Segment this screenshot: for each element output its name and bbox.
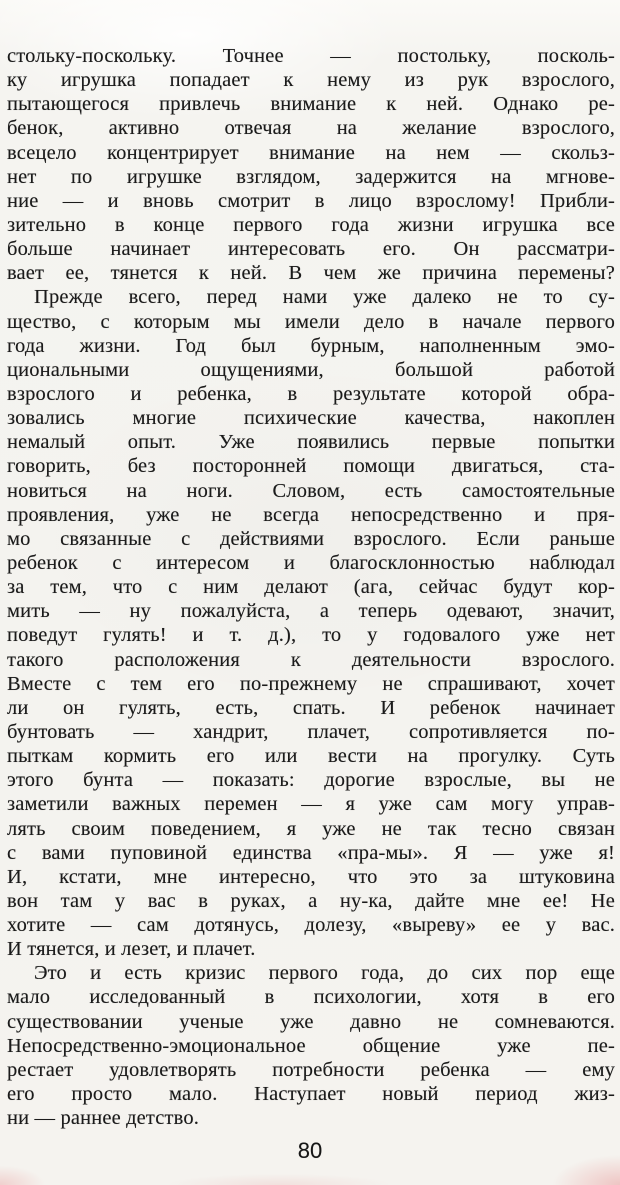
text-line: поведут гулять! и т. д.), то у годовалого уже нет [7, 624, 615, 647]
text-line: взрослого и ребенка, в результате которой обра- [7, 382, 615, 405]
text-line: пыткам кормить его или вести на прогулку. Суть [7, 745, 615, 768]
text-line: ребенок с интересом и благосклонностью наблюдал [7, 551, 615, 574]
text-line: лять своим поведением, я уже не так тесно связан [7, 817, 615, 840]
text-line: рестает удовлетворять потребности ребенка — ему [7, 1058, 615, 1081]
text-line: за тем, что с ним делают (ага, сейчас будут кор- [7, 576, 615, 599]
text-line: вон там у вас в руках, а ну-ка, дайте мне ее! Не [7, 889, 615, 912]
text-line: Прежде всего, перед нами уже далеко не то су- [34, 286, 615, 309]
text-line: ку игрушка попадает к нему из рук взрослого, [7, 69, 615, 92]
text-line: новиться на ноги. Словом, есть самостоятельные [7, 479, 615, 502]
page-number: 80 [297, 1138, 323, 1163]
text-line: всецело концентрирует внимание на нем — скольз- [7, 141, 615, 164]
text-line: хотите — сам дотянусь, долезу, «выреву» ее у вас. [7, 914, 615, 937]
text-line: мо связанные с действиями взрослого. Если раньше [7, 527, 615, 550]
text-line: щество, с которым мы имели дело в начале первого [7, 310, 615, 333]
text-line: такого расположения к деятельности взрослого. [7, 648, 615, 671]
text-line: И тянется, и лезет, и плачет. [7, 938, 256, 961]
text-line: Вместе с тем его по-прежнему не спрашивают, хочет [7, 672, 615, 695]
text-line: больше начинает интересовать его. Он рассматри- [7, 238, 615, 261]
text-line: Непосредственно-эмоциональное общение уже пе- [7, 1034, 615, 1057]
text-line: заметили важных перемен — я уже сам могу управ- [7, 793, 615, 816]
page-text [7, 44, 615, 1130]
text-line: ли он гулять, есть, спать. И ребенок начинает [7, 696, 615, 719]
text-line: говорить, без посторонней помощи двигаться, ста- [7, 455, 615, 478]
text-line: мало исследованный в психологии, хотя в его [7, 986, 615, 1009]
text-line: немалый опыт. Уже появились первые попытки [7, 431, 615, 454]
text-line: существовании ученые уже давно не сомневаются. [7, 1010, 615, 1033]
text-line: И, кстати, мне интересно, что это за штуковина [7, 865, 615, 888]
text-line: года жизни. Год был бурным, наполненным эмо- [7, 334, 615, 357]
text-line: его просто мало. Наступает новый период жиз- [7, 1083, 615, 1106]
text-line: ни — раннее детство. [7, 1107, 200, 1130]
text-line: этого бунта — показать: дорогие взрослые, вы не [7, 769, 615, 792]
text-line: зовались многие психические качества, накоплен [7, 407, 615, 430]
text-line: стольку-поскольку. Точнее — постольку, посколь- [7, 45, 615, 67]
text-line: проявления, уже не всегда непосредственно и пря- [7, 503, 615, 526]
text-line: мить — ну пожалуйста, а теперь одевают, значит, [7, 600, 615, 623]
text-line: вает ее, тянется к ней. В чем же причина перемены? [7, 262, 615, 285]
text-line: с вами пуповиной единства «пра-мы». Я — уже я! [7, 841, 615, 864]
text-line: Это и есть кризис первого года, до сих пор еще [34, 962, 615, 985]
text-line: ние — и вновь смотрит в лицо взрослому! Прибли- [7, 189, 615, 212]
text-line: нет по игрушке взглядом, задержится на мгнове- [7, 165, 615, 188]
text-line: бунтовать — хандрит, плачет, сопротивляется по- [7, 720, 615, 743]
text-line: бенок, активно отвечая на желание взрослого, [7, 117, 615, 140]
text-line: циональными ощущениями, большой работой [7, 358, 615, 381]
text-line: зительно в конце первого года жизни игрушка все [7, 213, 615, 236]
text-line: пытающегося привлечь внимание к ней. Однако ре- [7, 93, 615, 116]
